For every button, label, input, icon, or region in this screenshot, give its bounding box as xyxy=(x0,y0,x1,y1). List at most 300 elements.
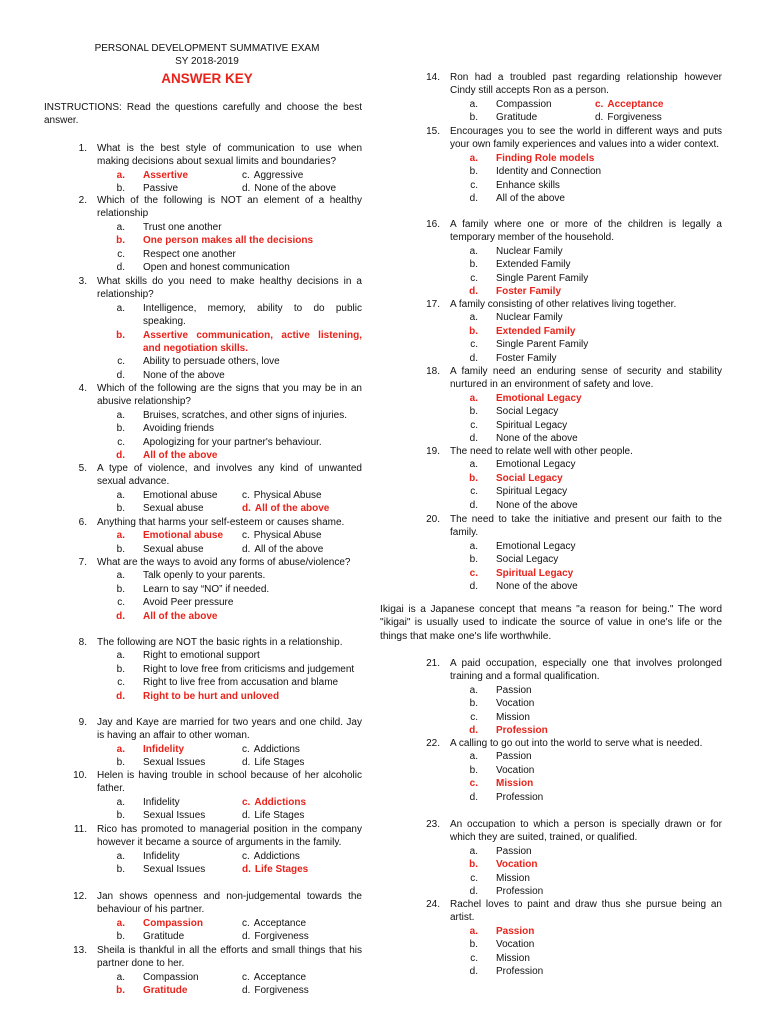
question-body xyxy=(440,513,722,593)
option xyxy=(97,796,242,809)
option-text: Emotional Legacy xyxy=(496,392,582,404)
question-text: Sheila is thankful in all the efforts and small things that his partner done to her. xyxy=(97,945,362,970)
option-row xyxy=(450,111,722,124)
correct-option xyxy=(450,152,722,165)
option-text: Talk openly to your parents. xyxy=(143,570,266,582)
question-item xyxy=(63,194,362,274)
question-text: A paid occupation, especially one that involves prolonged training and a formal qualification. xyxy=(450,658,722,683)
option-letter: b. xyxy=(116,757,125,769)
option-letter: b. xyxy=(469,406,478,418)
question-body xyxy=(87,516,362,556)
question-number: 17. xyxy=(426,299,440,310)
option-letter: d. xyxy=(116,369,125,381)
option-text: Enhance skills xyxy=(496,179,560,191)
option xyxy=(242,529,322,542)
question-item xyxy=(63,382,362,462)
option xyxy=(242,850,300,863)
question-item xyxy=(63,823,362,877)
option xyxy=(97,971,242,984)
correct-option xyxy=(595,98,663,111)
question-number: 20. xyxy=(426,514,440,525)
option-text: Spiritual Legacy xyxy=(496,419,568,431)
correct-option xyxy=(97,743,242,756)
question-body xyxy=(440,737,722,804)
option-letter: d. xyxy=(469,581,478,593)
option-letter: a. xyxy=(116,850,125,862)
option-letter: b. xyxy=(116,543,125,555)
option-text: None of the above xyxy=(254,183,337,195)
option-text: Right to love free from criticisms and judgement xyxy=(143,663,355,675)
option-letter: c. xyxy=(470,872,478,884)
question-body xyxy=(440,898,722,978)
option xyxy=(450,165,722,178)
option-text: Addictions xyxy=(254,796,307,808)
question-body xyxy=(440,365,722,445)
option xyxy=(450,458,722,471)
option xyxy=(97,369,362,382)
option-letter: d. xyxy=(242,864,251,876)
option-text: All of the above xyxy=(143,450,218,462)
option-letter: a. xyxy=(116,409,125,421)
option-text: Finding Role models xyxy=(496,152,595,164)
option xyxy=(450,845,722,858)
question-text: A calling to go out into the world to serve what is needed. xyxy=(450,738,703,749)
option-row xyxy=(97,489,362,502)
option xyxy=(450,711,722,724)
option-row xyxy=(97,796,362,809)
question-body xyxy=(440,125,722,205)
option-letter: a. xyxy=(116,796,125,808)
question-item xyxy=(416,365,722,445)
option-letter: d. xyxy=(242,503,251,515)
option-text: Apologizing for your partner's behaviour. xyxy=(143,436,322,448)
option-text: Extended Family xyxy=(496,325,576,337)
option-text: Emotional Legacy xyxy=(496,540,576,552)
option-text: Passive xyxy=(143,183,179,195)
answer-options xyxy=(97,529,362,556)
option-letter: a. xyxy=(469,392,478,404)
option-letter: b. xyxy=(469,554,478,566)
option-letter: c. xyxy=(242,530,250,542)
option-text: Compassion xyxy=(496,98,552,110)
option-letter: a. xyxy=(116,971,125,983)
question-number: 10. xyxy=(73,770,87,781)
option-letter: d. xyxy=(469,725,478,737)
option-text: Assertive communication, active listening, and negotiation skills. xyxy=(143,329,362,355)
option-letter: a. xyxy=(116,570,125,582)
question-body xyxy=(87,142,362,196)
option-text: Avoid Peer pressure xyxy=(143,597,234,609)
option-letter: d. xyxy=(469,352,478,364)
option xyxy=(242,756,304,769)
answer-options xyxy=(450,540,722,594)
question-text: What are the ways to avoid any forms of abuse/violence? xyxy=(97,557,351,568)
option-letter: d. xyxy=(242,757,251,769)
option xyxy=(97,596,362,609)
option-text: Nuclear Family xyxy=(496,245,563,257)
option-letter: b. xyxy=(116,663,125,675)
question-body xyxy=(87,275,362,382)
option-text: Social Legacy xyxy=(496,472,563,484)
option-text: Passion xyxy=(496,684,532,696)
option xyxy=(97,663,362,676)
question-number: 21. xyxy=(426,658,440,669)
question-item xyxy=(63,716,362,770)
correct-option xyxy=(97,984,242,997)
option xyxy=(97,569,362,582)
option xyxy=(450,338,722,351)
option-text: Avoiding friends xyxy=(143,423,214,435)
option-letter: c. xyxy=(470,272,478,284)
option-row xyxy=(450,98,722,111)
option xyxy=(450,419,722,432)
option-letter: c. xyxy=(242,743,250,755)
option-letter: b. xyxy=(469,259,478,271)
correct-option xyxy=(450,567,722,580)
option xyxy=(450,872,722,885)
question-number: 15. xyxy=(426,126,440,137)
option-letter: a. xyxy=(469,925,478,937)
option-text: Mission xyxy=(496,872,530,884)
option-letter: c. xyxy=(242,169,250,181)
option-letter: b. xyxy=(116,864,125,876)
option-letter: d. xyxy=(242,810,251,822)
question-number: 3. xyxy=(78,276,87,287)
option xyxy=(97,261,362,274)
correct-option xyxy=(97,329,362,356)
option xyxy=(450,179,722,192)
option-letter: b. xyxy=(116,235,125,247)
question-number: 6. xyxy=(78,517,87,528)
question-number: 11. xyxy=(73,824,87,835)
question-text: Which of the following are the signs that you may be in an abusive relationship? xyxy=(97,383,362,408)
option-letter: c. xyxy=(470,419,478,431)
answer-options xyxy=(450,152,722,206)
option xyxy=(242,917,306,930)
question-number: 1. xyxy=(78,143,87,154)
option-text: None of the above xyxy=(496,433,578,445)
option xyxy=(450,258,722,271)
option xyxy=(242,809,304,822)
question-body xyxy=(87,769,362,823)
option xyxy=(242,543,323,556)
question-item xyxy=(63,462,362,516)
option xyxy=(595,111,662,124)
option-row xyxy=(97,984,362,997)
option-letter: a. xyxy=(116,169,125,181)
question-body xyxy=(440,218,722,298)
option-text: Single Parent Family xyxy=(496,339,589,351)
option xyxy=(450,764,722,777)
option-letter: c. xyxy=(469,778,478,790)
option xyxy=(242,169,303,182)
option xyxy=(450,885,722,898)
option-text: All of the above xyxy=(143,610,218,622)
option xyxy=(450,352,722,365)
option xyxy=(450,684,722,697)
option-letter: a. xyxy=(469,459,478,471)
option-letter: d. xyxy=(116,450,125,462)
answer-options xyxy=(97,489,362,516)
option-letter: c. xyxy=(470,339,478,351)
option-row xyxy=(97,917,362,930)
option-row xyxy=(97,971,362,984)
correct-option xyxy=(97,690,362,703)
instructions: INSTRUCTIONS: Read the questions carefully and choose the best answer. xyxy=(44,102,362,127)
option-row xyxy=(97,169,362,182)
option xyxy=(450,553,722,566)
option-letter: c. xyxy=(117,677,125,689)
question-body xyxy=(87,823,362,877)
option-text: Passion xyxy=(496,751,532,763)
option-text: Infidelity xyxy=(143,850,180,862)
option-row xyxy=(97,863,362,876)
question-body xyxy=(87,890,362,944)
question-item xyxy=(63,636,362,703)
option-text: All of the above xyxy=(254,543,324,555)
question-number: 13. xyxy=(73,945,87,956)
option-text: Acceptance xyxy=(253,917,307,929)
option xyxy=(450,432,722,445)
question-body xyxy=(440,818,722,898)
option-text: Identity and Connection xyxy=(496,166,602,178)
option xyxy=(97,221,362,234)
question-text: Encourages you to see the world in different ways and puts your own family experiences and values into a wider context. xyxy=(450,126,722,151)
option xyxy=(97,422,362,435)
option-text: Forgiveness xyxy=(254,931,309,943)
correct-option xyxy=(450,777,722,790)
option xyxy=(450,245,722,258)
correct-option xyxy=(450,472,722,485)
option xyxy=(97,248,362,261)
option-letter: b. xyxy=(116,810,125,822)
question-item xyxy=(63,556,362,623)
option-text: Forgiveness xyxy=(607,112,662,124)
option-text: Emotional abuse xyxy=(143,530,224,542)
option-text: Mission xyxy=(496,778,534,790)
correct-option xyxy=(450,724,722,737)
option xyxy=(242,489,322,502)
option xyxy=(97,863,242,876)
option-letter: d. xyxy=(595,112,604,124)
option-text: None of the above xyxy=(496,499,578,511)
answer-options xyxy=(97,917,362,944)
option xyxy=(450,750,722,763)
correct-option xyxy=(97,234,362,247)
option-text: Infidelity xyxy=(143,743,185,755)
option-row xyxy=(97,543,362,556)
option-letter: c. xyxy=(469,567,478,579)
option-text: Learn to say “NO” if needed. xyxy=(143,583,270,595)
question-text: A family need an enduring sense of security and stability nurtured in an environment of safety and love. xyxy=(450,366,722,391)
option-text: Emotional abuse xyxy=(143,489,218,501)
option xyxy=(97,809,242,822)
option-letter: b. xyxy=(469,698,478,710)
question-text: A family consisting of other relatives living together. xyxy=(450,299,677,310)
option-text: All of the above xyxy=(254,503,330,515)
option-text: Intelligence, memory, ability to do public speaking. xyxy=(143,302,362,328)
option xyxy=(450,485,722,498)
question-text: Jan shows openness and non-judgemental towards the behaviour of his partner. xyxy=(97,891,362,916)
option-row xyxy=(97,850,362,863)
option-letter: a. xyxy=(469,312,478,324)
option-letter: d. xyxy=(469,886,478,898)
option-text: Vocation xyxy=(496,764,535,776)
question-item xyxy=(63,142,362,196)
option xyxy=(97,409,362,422)
option xyxy=(242,971,306,984)
question-text: Anything that harms your self-esteem or causes shame. xyxy=(97,517,345,528)
option-text: Gratitude xyxy=(496,112,538,124)
question-text: A family where one or more of the children is legally a temporary member of the household. xyxy=(450,219,722,244)
option-letter: c. xyxy=(117,436,125,448)
option xyxy=(242,984,309,997)
option-text: Foster Family xyxy=(496,286,562,298)
question-item xyxy=(416,125,722,205)
answer-options xyxy=(97,409,362,463)
question-body xyxy=(87,944,362,998)
option-text: Passion xyxy=(496,845,532,857)
question-number: 22. xyxy=(426,738,440,749)
option-letter: b. xyxy=(116,583,125,595)
exam-title: PERSONAL DEVELOPMENT SUMMATIVE EXAM xyxy=(94,43,320,54)
option-letter: c. xyxy=(242,796,251,808)
option-text: Forgiveness xyxy=(254,985,309,997)
option-text: Trust one another xyxy=(143,221,222,233)
answer-options xyxy=(450,245,722,299)
option-text: Compassion xyxy=(143,917,204,929)
question-body xyxy=(440,71,722,125)
correct-option xyxy=(242,863,308,876)
question-number: 2. xyxy=(78,195,87,206)
option-text: Gratitude xyxy=(143,985,188,997)
option-letter: c. xyxy=(470,711,478,723)
answer-options xyxy=(97,743,362,770)
option-letter: b. xyxy=(469,112,478,124)
option-text: Life Stages xyxy=(254,864,309,876)
option-letter: c. xyxy=(595,98,604,110)
option xyxy=(450,697,722,710)
option xyxy=(450,499,722,512)
option-row xyxy=(97,502,362,515)
question-number: 19. xyxy=(426,446,440,457)
question-item xyxy=(416,445,722,512)
option-text: Foster Family xyxy=(496,352,557,364)
option-text: Social Legacy xyxy=(496,554,559,566)
answer-options xyxy=(97,649,362,703)
correct-option xyxy=(97,529,242,542)
option-letter: a. xyxy=(469,845,478,857)
option-text: Right to live free from accusation and blame xyxy=(143,677,339,689)
option-text: Mission xyxy=(496,711,530,723)
option-text: Emotional Legacy xyxy=(496,459,576,471)
correct-option xyxy=(450,925,722,938)
option xyxy=(450,111,595,124)
exam-header xyxy=(92,42,322,68)
correct-option xyxy=(450,392,722,405)
option xyxy=(97,302,362,329)
option-row xyxy=(97,743,362,756)
option-letter: b. xyxy=(116,985,125,997)
option xyxy=(242,930,309,943)
correct-option xyxy=(242,502,329,515)
option xyxy=(450,791,722,804)
question-item xyxy=(416,513,722,593)
correct-option xyxy=(97,610,362,623)
option-row xyxy=(97,809,362,822)
question-number: 24. xyxy=(426,899,440,910)
option-text: Profession xyxy=(496,966,544,978)
option-text: Compassion xyxy=(143,971,199,983)
option xyxy=(97,930,242,943)
option-text: Physical Abuse xyxy=(253,530,322,542)
option-letter: b. xyxy=(116,423,125,435)
question-item xyxy=(416,898,722,978)
option-letter: a. xyxy=(469,540,478,552)
option-text: Right to be hurt and unloved xyxy=(143,690,280,702)
question-body xyxy=(440,657,722,737)
option-text: Open and honest communication xyxy=(143,262,290,274)
option xyxy=(450,98,595,111)
option xyxy=(97,649,362,662)
option-letter: a. xyxy=(116,302,125,314)
question-item xyxy=(416,657,722,737)
option-text: Social Legacy xyxy=(496,406,559,418)
option-text: Right to emotional support xyxy=(143,650,260,662)
option-text: Vocation xyxy=(496,698,535,710)
question-item xyxy=(416,71,722,125)
question-text: Jay and Kaye are married for two years and one child. Jay is having an affair to other woman. xyxy=(97,717,362,742)
question-body xyxy=(440,445,722,512)
option xyxy=(97,756,242,769)
option-letter: c. xyxy=(242,917,250,929)
option-text: Vocation xyxy=(496,859,538,871)
correct-option xyxy=(97,169,242,182)
option-letter: b. xyxy=(469,939,478,951)
option xyxy=(97,583,362,596)
option-letter: a. xyxy=(116,650,125,662)
option-letter: d. xyxy=(469,433,478,445)
question-number: 14. xyxy=(426,72,440,83)
question-number: 7. xyxy=(78,557,87,568)
answer-options xyxy=(450,925,722,979)
option xyxy=(242,743,300,756)
question-text: Rachel loves to paint and draw thus she pursue being an artist. xyxy=(450,899,722,924)
option-text: Sexual Issues xyxy=(143,810,206,822)
question-item xyxy=(63,890,362,944)
answer-options xyxy=(450,311,722,365)
question-text: The need to relate well with other people. xyxy=(450,446,633,457)
question-text: The need to take the initiative and present our faith to the family. xyxy=(450,514,722,539)
answer-options xyxy=(450,98,722,125)
question-number: 16. xyxy=(426,219,440,230)
option-text: Profession xyxy=(496,725,548,737)
ikigai-intro: Ikigai is a Japanese concept that means "a reason for being." The word "ikigai" is usually used to indicate the source of value in one's life or the things that make one's life worthwhile. xyxy=(380,604,722,642)
correct-option xyxy=(450,858,722,871)
option-letter: c. xyxy=(470,486,478,498)
option-letter: c. xyxy=(117,356,125,368)
option-letter: c. xyxy=(470,179,478,191)
question-number: 9. xyxy=(78,717,87,728)
option xyxy=(450,965,722,978)
option-letter: d. xyxy=(116,690,125,702)
option-text: Aggressive xyxy=(253,169,304,181)
option xyxy=(450,580,722,593)
option-text: Mission xyxy=(496,952,530,964)
correct-option xyxy=(97,449,362,462)
option xyxy=(97,850,242,863)
answer-options xyxy=(450,750,722,804)
